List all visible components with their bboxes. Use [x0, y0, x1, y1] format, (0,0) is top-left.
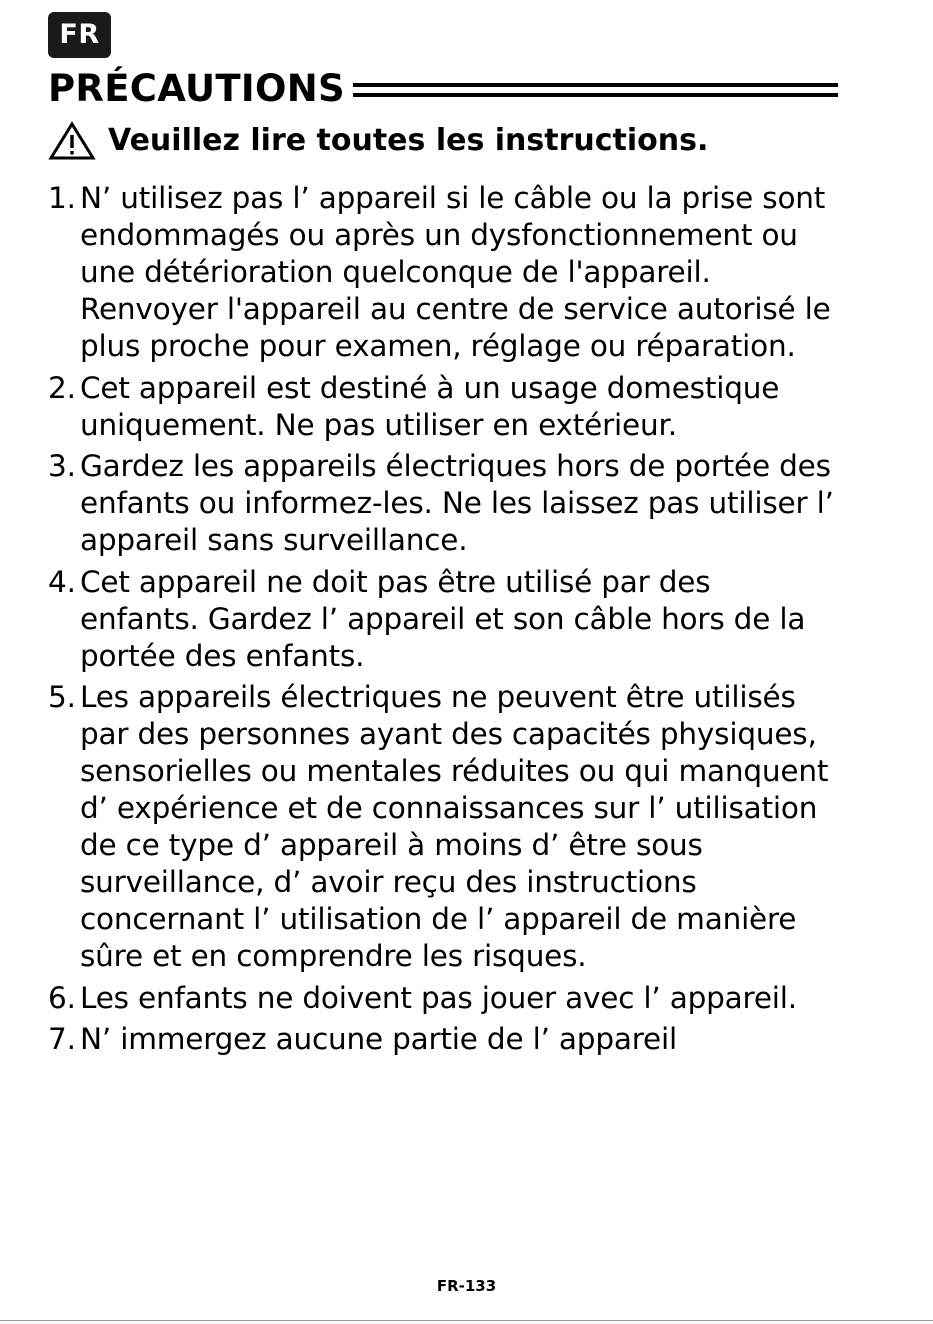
instruction-text: Cet appareil ne doit pas être utilisé par des enfants. Gardez l’ appareil et son câble hors de la portée des enfants. [80, 564, 806, 673]
instruction-item [48, 370, 838, 444]
instruction-text: N’ immergez aucune partie de l’ appareil [80, 1022, 677, 1056]
instruction-item [48, 564, 838, 675]
subtitle-row [48, 118, 708, 164]
instruction-number: 3. [48, 449, 76, 483]
instruction-number: 4. [48, 564, 76, 599]
instruction-item [48, 980, 838, 1017]
page-number: FR-133 [436, 1277, 497, 1295]
title-row [48, 62, 838, 118]
instruction-text: Gardez les appareils électriques hors de portée des enfants ou informez-les. Ne les laissez pas utiliser l’ appareil sans surveillance. [80, 449, 834, 557]
instruction-number: 6. [48, 980, 76, 1015]
language-badge: FR [48, 12, 111, 58]
instruction-text: N’ utilisez pas l’ appareil si le câble ou la prise sont endommagés ou après un dysfonctionnement ou une détérioration quelconque de l'appareil. Renvoyer l'appareil au centre de service autorisé le plus proche pour examen, réglage ou réparation. [80, 181, 831, 363]
bottom-divider [0, 1320, 933, 1321]
instruction-number: 1. [48, 181, 76, 215]
instruction-item [48, 679, 838, 975]
instruction-item [48, 1021, 838, 1058]
title-double-rule [353, 83, 838, 97]
instruction-number: 5. [48, 680, 76, 714]
instruction-item [48, 180, 838, 365]
instruction-item [48, 448, 838, 559]
page-title: PRÉCAUTIONS [48, 67, 345, 110]
instruction-list [48, 180, 838, 1063]
instruction-text: Cet appareil est destiné à un usage domestique uniquement. Ne pas utiliser en extérieur. [80, 370, 780, 442]
instruction-text: Les appareils électriques ne peuvent être utilisés par des personnes ayant des capacités physiques, sensorielles ou mentales réduites ou qui manquent d’ expérience et de connaissances sur l’ utilisation de ce type d’ appareil à moins d’ être sous surveillance, d’ avoir reçu des instructions concernant l’ utilisation de l’ appareil de manière sûre et en comprendre les risques. [80, 680, 829, 973]
instruction-number: 2. [48, 370, 76, 405]
instruction-text: Les enfants ne doivent pas jouer avec l’ appareil. [80, 980, 797, 1015]
instruction-number: 7. [48, 1022, 76, 1056]
warning-triangle-icon [48, 121, 96, 161]
subtitle: Veuillez lire toutes les instructions. [108, 123, 709, 158]
